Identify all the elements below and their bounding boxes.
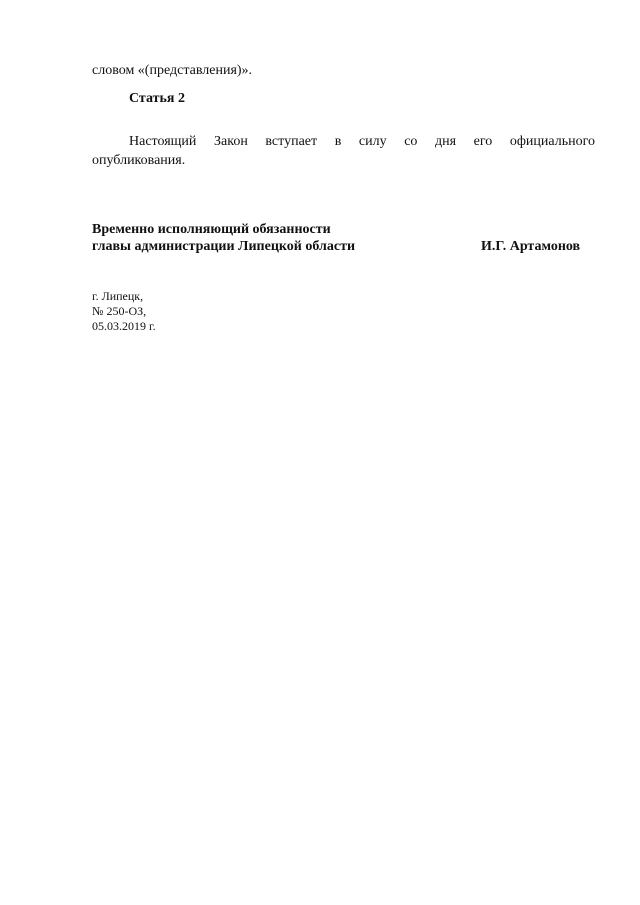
document-city: г. Липецк, xyxy=(92,289,144,303)
continuation-text: словом «(представления)». xyxy=(92,63,253,78)
article-text-line-2: опубликования. xyxy=(92,153,186,168)
article-heading: Статья 2 xyxy=(129,91,185,106)
signatory-title-line-1: Временно исполняющий обязанности xyxy=(92,222,331,237)
law-number: № 250-ОЗ, xyxy=(92,304,147,318)
signatory-name: И.Г. Артамонов xyxy=(481,239,581,254)
article-text-line-1: Настоящий Закон вступает в силу со дня его официального xyxy=(129,134,595,149)
signatory-title-line-2: главы администрации Липецкой области xyxy=(92,239,356,254)
document-date: 05.03.2019 г. xyxy=(92,319,156,333)
